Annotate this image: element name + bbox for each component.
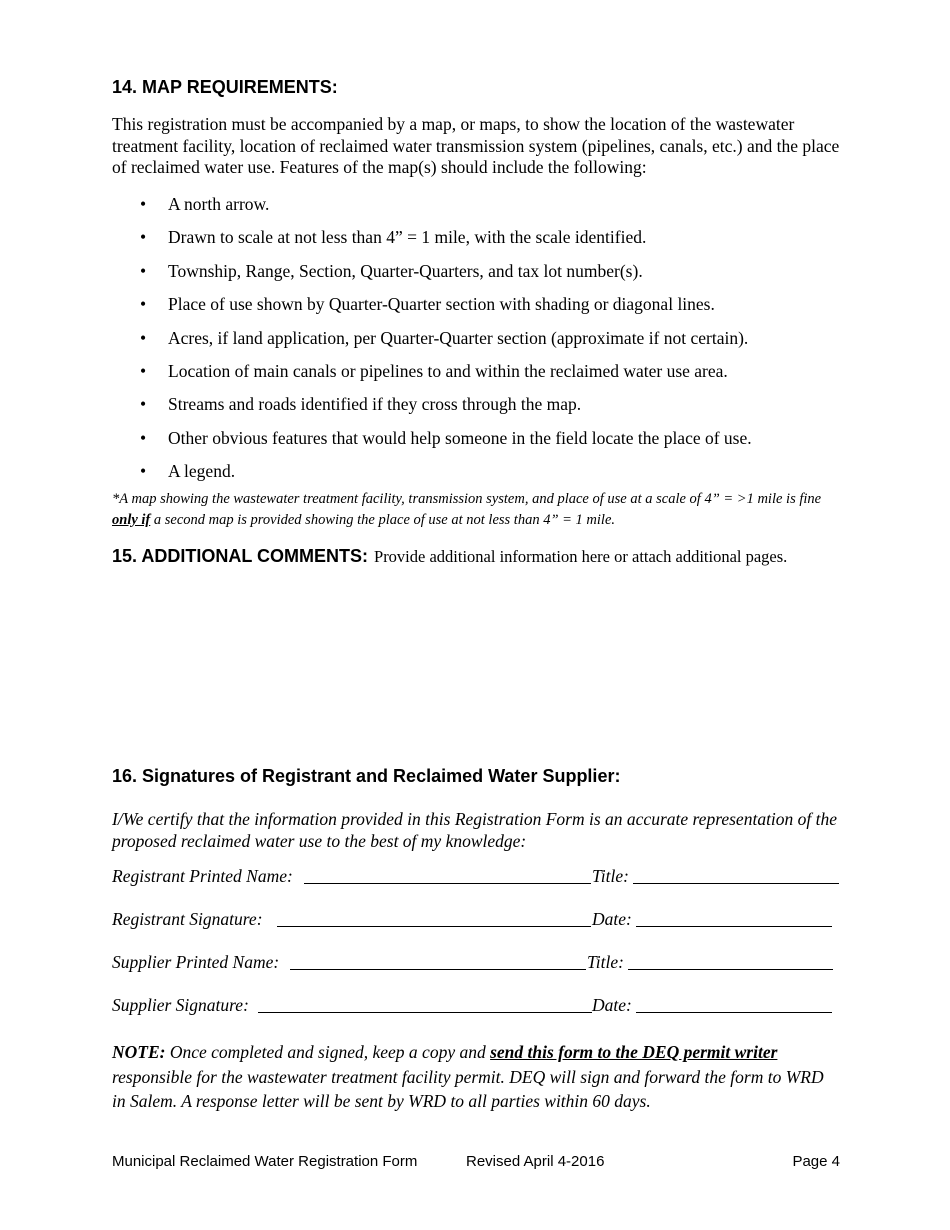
bullet-icon: • <box>140 394 147 415</box>
section-15-instruction: Provide additional information here or attach additional pages. <box>374 547 788 566</box>
footer-form-name: Municipal Reclaimed Water Registration Form <box>112 1153 418 1170</box>
supplier-signature-label: Supplier Signature: <box>112 995 249 1015</box>
submission-note: NOTE: Once completed and signed, keep a copy and send this form to the DEQ permit writer responsible for the wastewater treatment facility permit. DEQ will sign and forward the form to WRD in Salem. A response letter will be sent by WRD to all parties within 60 days. <box>112 1042 824 1111</box>
bullet-icon: • <box>140 427 147 448</box>
registrant-title-field[interactable] <box>633 883 839 884</box>
map-scale-footnote: *A map showing the wastewater treatment facility, transmission system, and place of use at a scale of 4” = >1 mile is fine only if a second map is provided showing the place of use at not less than 4” = 1 mile. <box>112 491 822 528</box>
section-14-intro: This registration must be accompanied by a map, or maps, to show the location of the wastewater treatment facility, location of reclaimed water transmission system (pipelines, canals, etc.) and the place of reclaimed water use. Features of the map(s) should include the following: <box>112 114 840 177</box>
map-requirements-list <box>112 193 840 494</box>
certification-statement: I/We certify that the information provided in this Registration Form is an accurate representation of the proposed reclaimed water use to the best of my knowledge: <box>112 809 838 851</box>
list-item: • Place of use shown by Quarter-Quarter section with shading or diagonal lines. <box>140 294 715 315</box>
supplier-title-label: Title: <box>587 952 624 972</box>
list-item: • Township, Range, Section, Quarter-Quarters, and tax lot number(s). <box>140 260 643 281</box>
supplier-date-label: Date: <box>592 995 632 1015</box>
bullet-icon: • <box>140 194 147 214</box>
bullet-icon: • <box>140 260 147 281</box>
bullet-icon: • <box>140 294 147 315</box>
list-item: • Acres, if land application, per Quarter-Quarter section (approximate if not certain). <box>140 327 749 348</box>
section-16-heading: 16. Signatures of Registrant and Reclaimed Water Supplier: <box>112 766 621 786</box>
list-item: • Streams and roads identified if they cross through the map. <box>140 394 582 415</box>
section-14-heading: 14. MAP REQUIREMENTS: <box>112 77 338 97</box>
registrant-printed-name-field[interactable] <box>304 883 591 884</box>
supplier-printed-name-label: Supplier Printed Name: <box>112 952 280 972</box>
list-item: • A north arrow. <box>140 194 270 214</box>
bullet-icon: • <box>140 461 147 482</box>
registrant-date-label: Date: <box>592 909 632 929</box>
registrant-printed-name-label: Registrant Printed Name: <box>112 866 293 886</box>
bullet-icon: • <box>140 227 147 248</box>
list-item: • Other obvious features that would help someone in the field locate the place of use. <box>140 427 752 448</box>
bullet-icon: • <box>140 327 147 348</box>
supplier-signature-row <box>112 994 840 1016</box>
registrant-date-field[interactable] <box>636 926 832 927</box>
supplier-printed-name-field[interactable] <box>290 969 586 970</box>
supplier-name-row <box>112 951 840 973</box>
registrant-name-row <box>112 865 840 887</box>
bullet-icon: • <box>140 360 147 381</box>
additional-comments-area[interactable] <box>112 580 840 760</box>
list-item: • Drawn to scale at not less than 4” = 1 mile, with the scale identified. <box>140 227 647 248</box>
registrant-signature-field[interactable] <box>277 926 591 927</box>
section-15-heading: 15. ADDITIONAL COMMENTS: <box>112 546 369 566</box>
supplier-title-field[interactable] <box>628 969 833 970</box>
list-item: • Location of main canals or pipelines to and within the reclaimed water use area. <box>140 360 728 381</box>
footer-revised-date: Revised April 4-2016 <box>466 1153 605 1170</box>
registrant-signature-row <box>112 908 840 930</box>
section-15-header <box>112 546 787 567</box>
registrant-signature-label: Registrant Signature: <box>112 909 263 929</box>
supplier-date-field[interactable] <box>636 1012 832 1013</box>
send-form-instruction: send this form to the DEQ permit writer <box>490 1042 778 1062</box>
footer-page-number: Page 4 <box>792 1153 840 1170</box>
supplier-signature-field[interactable] <box>258 1012 592 1013</box>
note-label: NOTE: <box>112 1042 166 1062</box>
registrant-title-label: Title: <box>592 866 629 886</box>
list-item: • A legend. <box>140 461 236 482</box>
